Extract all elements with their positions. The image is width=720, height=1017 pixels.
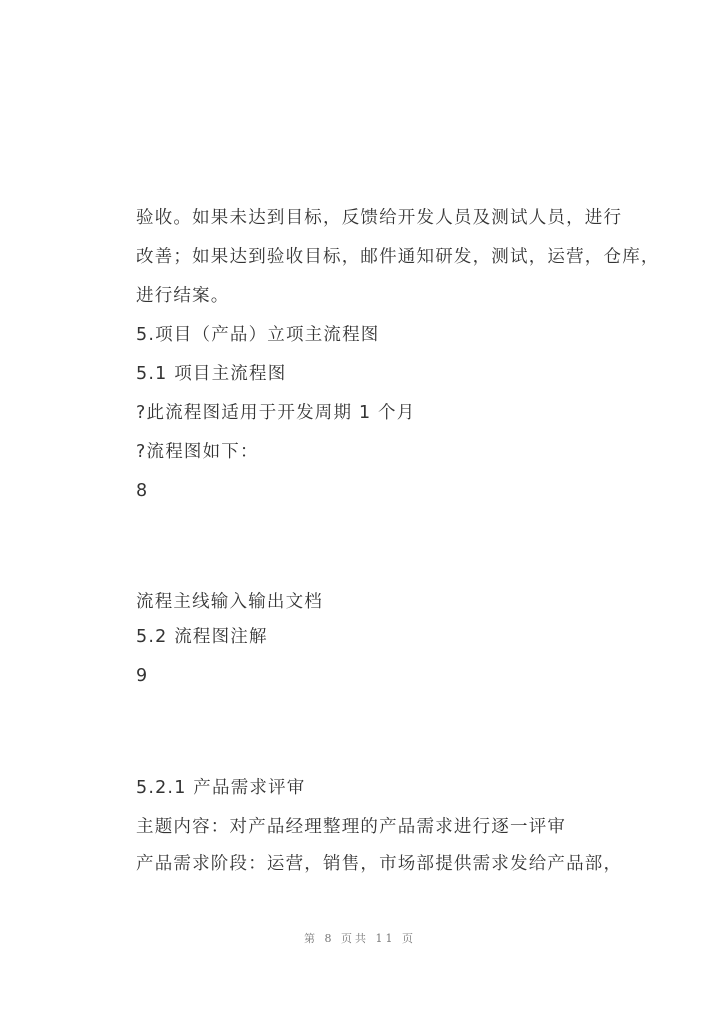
paragraph-stage: 产品需求阶段：运营，销售，市场部提供需求发给产品部， — [136, 854, 623, 874]
paragraph-line-2: 改善；如果达到验收目标，邮件通知研发，测试，运营，仓库， — [136, 247, 660, 267]
bullet-line-1: ?此流程图适用于开发周期 1 个月 — [136, 403, 416, 423]
paragraph-line-3: 进行结案。 — [136, 286, 230, 306]
section-heading-5-2-1: 5.2.1 产品需求评审 — [136, 778, 306, 798]
section-heading-5-2: 5.2 流程图注解 — [136, 627, 268, 647]
bullet-line-2: ?流程图如下： — [136, 442, 259, 462]
figure-number-9: 9 — [136, 666, 149, 686]
section-heading-5-1: 5.1 项目主流程图 — [136, 364, 287, 384]
page-footer: 第 8 页共 11 页 — [304, 932, 416, 945]
section-heading-5: 5.项目（产品）立项主流程图 — [136, 325, 380, 345]
paragraph-topic: 主题内容：对产品经理整理的产品需求进行逐一评审 — [136, 817, 567, 837]
paragraph-line-1: 验收。如果未达到目标，反馈给开发人员及测试人员，进行 — [136, 208, 623, 228]
figure-number-8: 8 — [136, 481, 149, 501]
paragraph-line-docs: 流程主线输入输出文档 — [136, 592, 323, 612]
